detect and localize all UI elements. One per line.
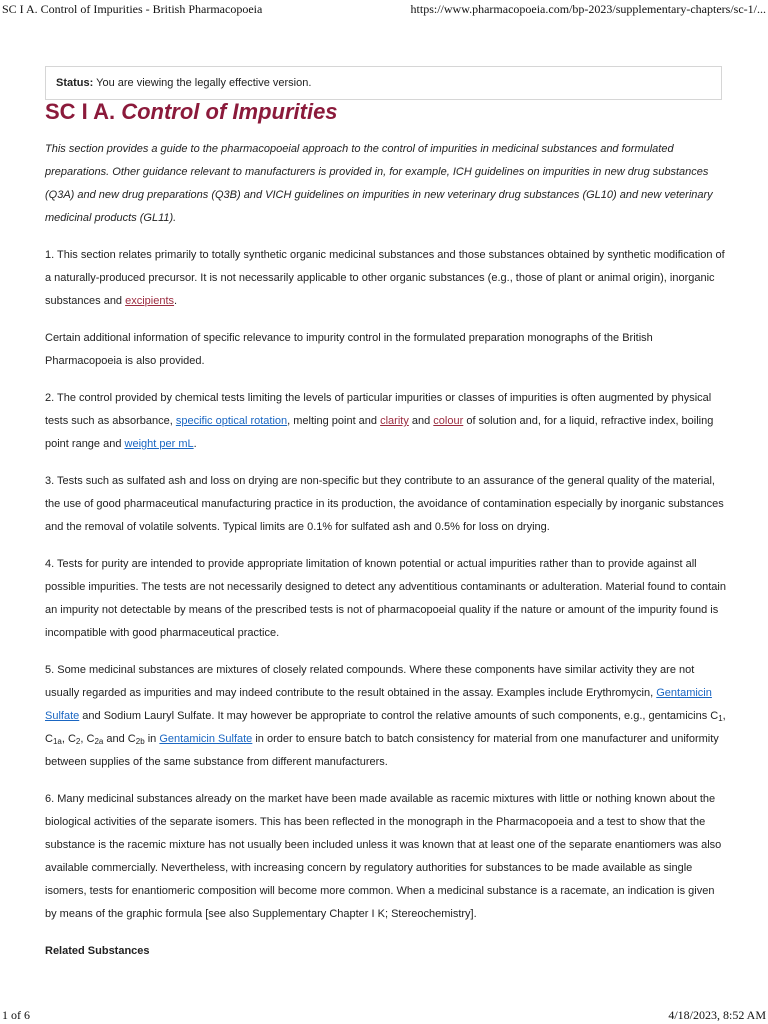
- paragraph-1b: Certain additional information of specific relevance to impurity control in the formulated preparation monographs of the British Pharmacopoeia is also provided.: [45, 332, 653, 367]
- intro-paragraph: This section provides a guide to the pharmacopoeial approach to the control of impurities in medicinal substances and formulated preparations. Other guidance relevant to manufacturers is provided in, for example, ICH guidelines on impurities in new drug substances (Q3A) and new drug preparations (Q3B) and VICH guidelines on impurities in new veterinary drug substances (GL10) and new veterinary medicinal products (GL11).: [45, 143, 713, 224]
- link-gentamicin-sulfate-2[interactable]: Gentamicin Sulfate: [159, 733, 253, 745]
- link-excipients[interactable]: excipients: [125, 295, 175, 307]
- paragraph-3: 3. Tests such as sulfated ash and loss on drying are non-specific but they contribute to an assurance of the general quality of the material, the use of good pharmaceutical manufacturing practice in its production, the avoidance of contamination especially by inorganic substances and the removal of volatile solvents. Typical limits are 0.1% for sulfated ash and 0.5% for loss on drying.: [45, 475, 724, 533]
- subscript-c1: 1: [718, 714, 723, 723]
- paragraph-2-text-5: .: [193, 438, 197, 450]
- link-gentamicin-sulfate-1[interactable]: Gentamicin Sulfate: [45, 687, 712, 722]
- paragraph-5-text-3: in: [144, 733, 160, 745]
- link-specific-optical-rotation[interactable]: specific optical rotation: [175, 415, 288, 427]
- subscript-c1a: 1a: [52, 737, 62, 746]
- paragraph-4: 4. Tests for purity are intended to provide appropriate limitation of known potential or actual impurities rather than to provide against all possible impurities. The tests are not necessarily designed to detect any adventitious contaminants or adulteration. Material found to contain an impurity not detectable by means of the prescribed tests is not of pharmacopoeial quality if the nature or amount of the impurity found is incompatible with good pharmaceutical practice.: [45, 558, 726, 639]
- paragraph-5-c3: , C: [61, 733, 76, 745]
- link-clarity[interactable]: clarity: [380, 415, 409, 427]
- paragraph-5-text-1: 5. Some medicinal substances are mixtures of closely related compounds. Where these components have similar activity they are not usually regarded as impurities and may indeed contribute to the result obtained in the assay. Examples include Erythromycin,: [45, 664, 695, 699]
- link-weight-per-ml[interactable]: weight per mL: [124, 438, 194, 450]
- status-label: Status:: [56, 77, 94, 89]
- page-title: [45, 98, 338, 126]
- paragraph-2-text-2: , melting point and: [287, 415, 381, 427]
- paragraph-2-text-1: 2. The control provided by chemical tests limiting the levels of particular impurities or classes of impurities is often augmented by physical tests such as absorbance,: [45, 392, 712, 427]
- paragraph-2: [45, 387, 727, 456]
- paragraph-2-text-4: of solution and, for a liquid, refractive index, boiling point range and: [45, 415, 714, 450]
- print-header-url: https://www.pharmacopoeia.com/bp-2023/supplementary-chapters/sc-1/...: [410, 2, 766, 16]
- paragraph-5-c4: , C: [80, 733, 95, 745]
- paragraph-1-text: 1. This section relates primarily to totally synthetic organic medicinal substances and those substances obtained by synthetic modification of a naturally-produced precursor. It is not necessarily applicable to other organic substances (e.g., those of plant or animal origin), inorganic substances and: [45, 249, 725, 307]
- paragraph-1-end: .: [174, 295, 178, 307]
- paragraph-5-c2: , C: [45, 710, 726, 745]
- print-header: [0, 2, 768, 18]
- paragraph-5-text-2: and Sodium Lauryl Sulfate. It may however be appropriate to control the relative amounts of such components, e.g., gentamicins C: [79, 710, 719, 722]
- paragraph-2-text-3: and: [408, 415, 434, 427]
- paragraph-5-c5: and C: [103, 733, 136, 745]
- print-footer-datetime: 4/18/2023, 8:52 AM: [668, 1008, 766, 1022]
- page-title-prefix: SC I A.: [45, 99, 116, 124]
- print-footer: [0, 1008, 768, 1024]
- subscript-c2a: 2a: [94, 737, 104, 746]
- paragraph-6: 6. Many medicinal substances already on the market have been made available as racemic mixtures with little or nothing known about the biological activities of the separate isomers. This has been reflected in the monograph in the Pharmacopoeia and a test to show that the substance is the racemic mixture has not usually been included unless it was known that at least one of the separate enantiomers was also available commercially. Nevertheless, with increasing concern by regulatory authorities for substances to be made available as single isomers, tests for enantiomeric composition will become more common. When a medicinal substance is a racemate, an indication is given by means of the graphic formula [see also Supplementary Chapter I K; Stereochemistry].: [45, 793, 722, 920]
- paragraph-5: [45, 659, 727, 774]
- subscript-c2: 2: [75, 737, 81, 746]
- section-heading-related-substances: Related Substances: [45, 945, 150, 957]
- paragraph-5-text-4: in order to ensure batch to batch consistency for material from one manufacturer and uniformity between supplies of the same substance from different manufacturers.: [45, 733, 719, 768]
- page-title-name: Control of Impurities: [121, 99, 338, 124]
- link-colour[interactable]: colour: [433, 415, 464, 427]
- paragraph-1: [45, 244, 727, 313]
- subscript-c2b: 2b: [135, 737, 145, 746]
- status-notice: [45, 66, 722, 100]
- status-text: You are viewing the legally effective version.: [96, 77, 312, 89]
- print-footer-page: 1 of 6: [2, 1008, 30, 1022]
- article-body: [45, 138, 727, 977]
- print-header-title: SC I A. Control of Impurities - British Pharmacopoeia: [2, 2, 263, 16]
